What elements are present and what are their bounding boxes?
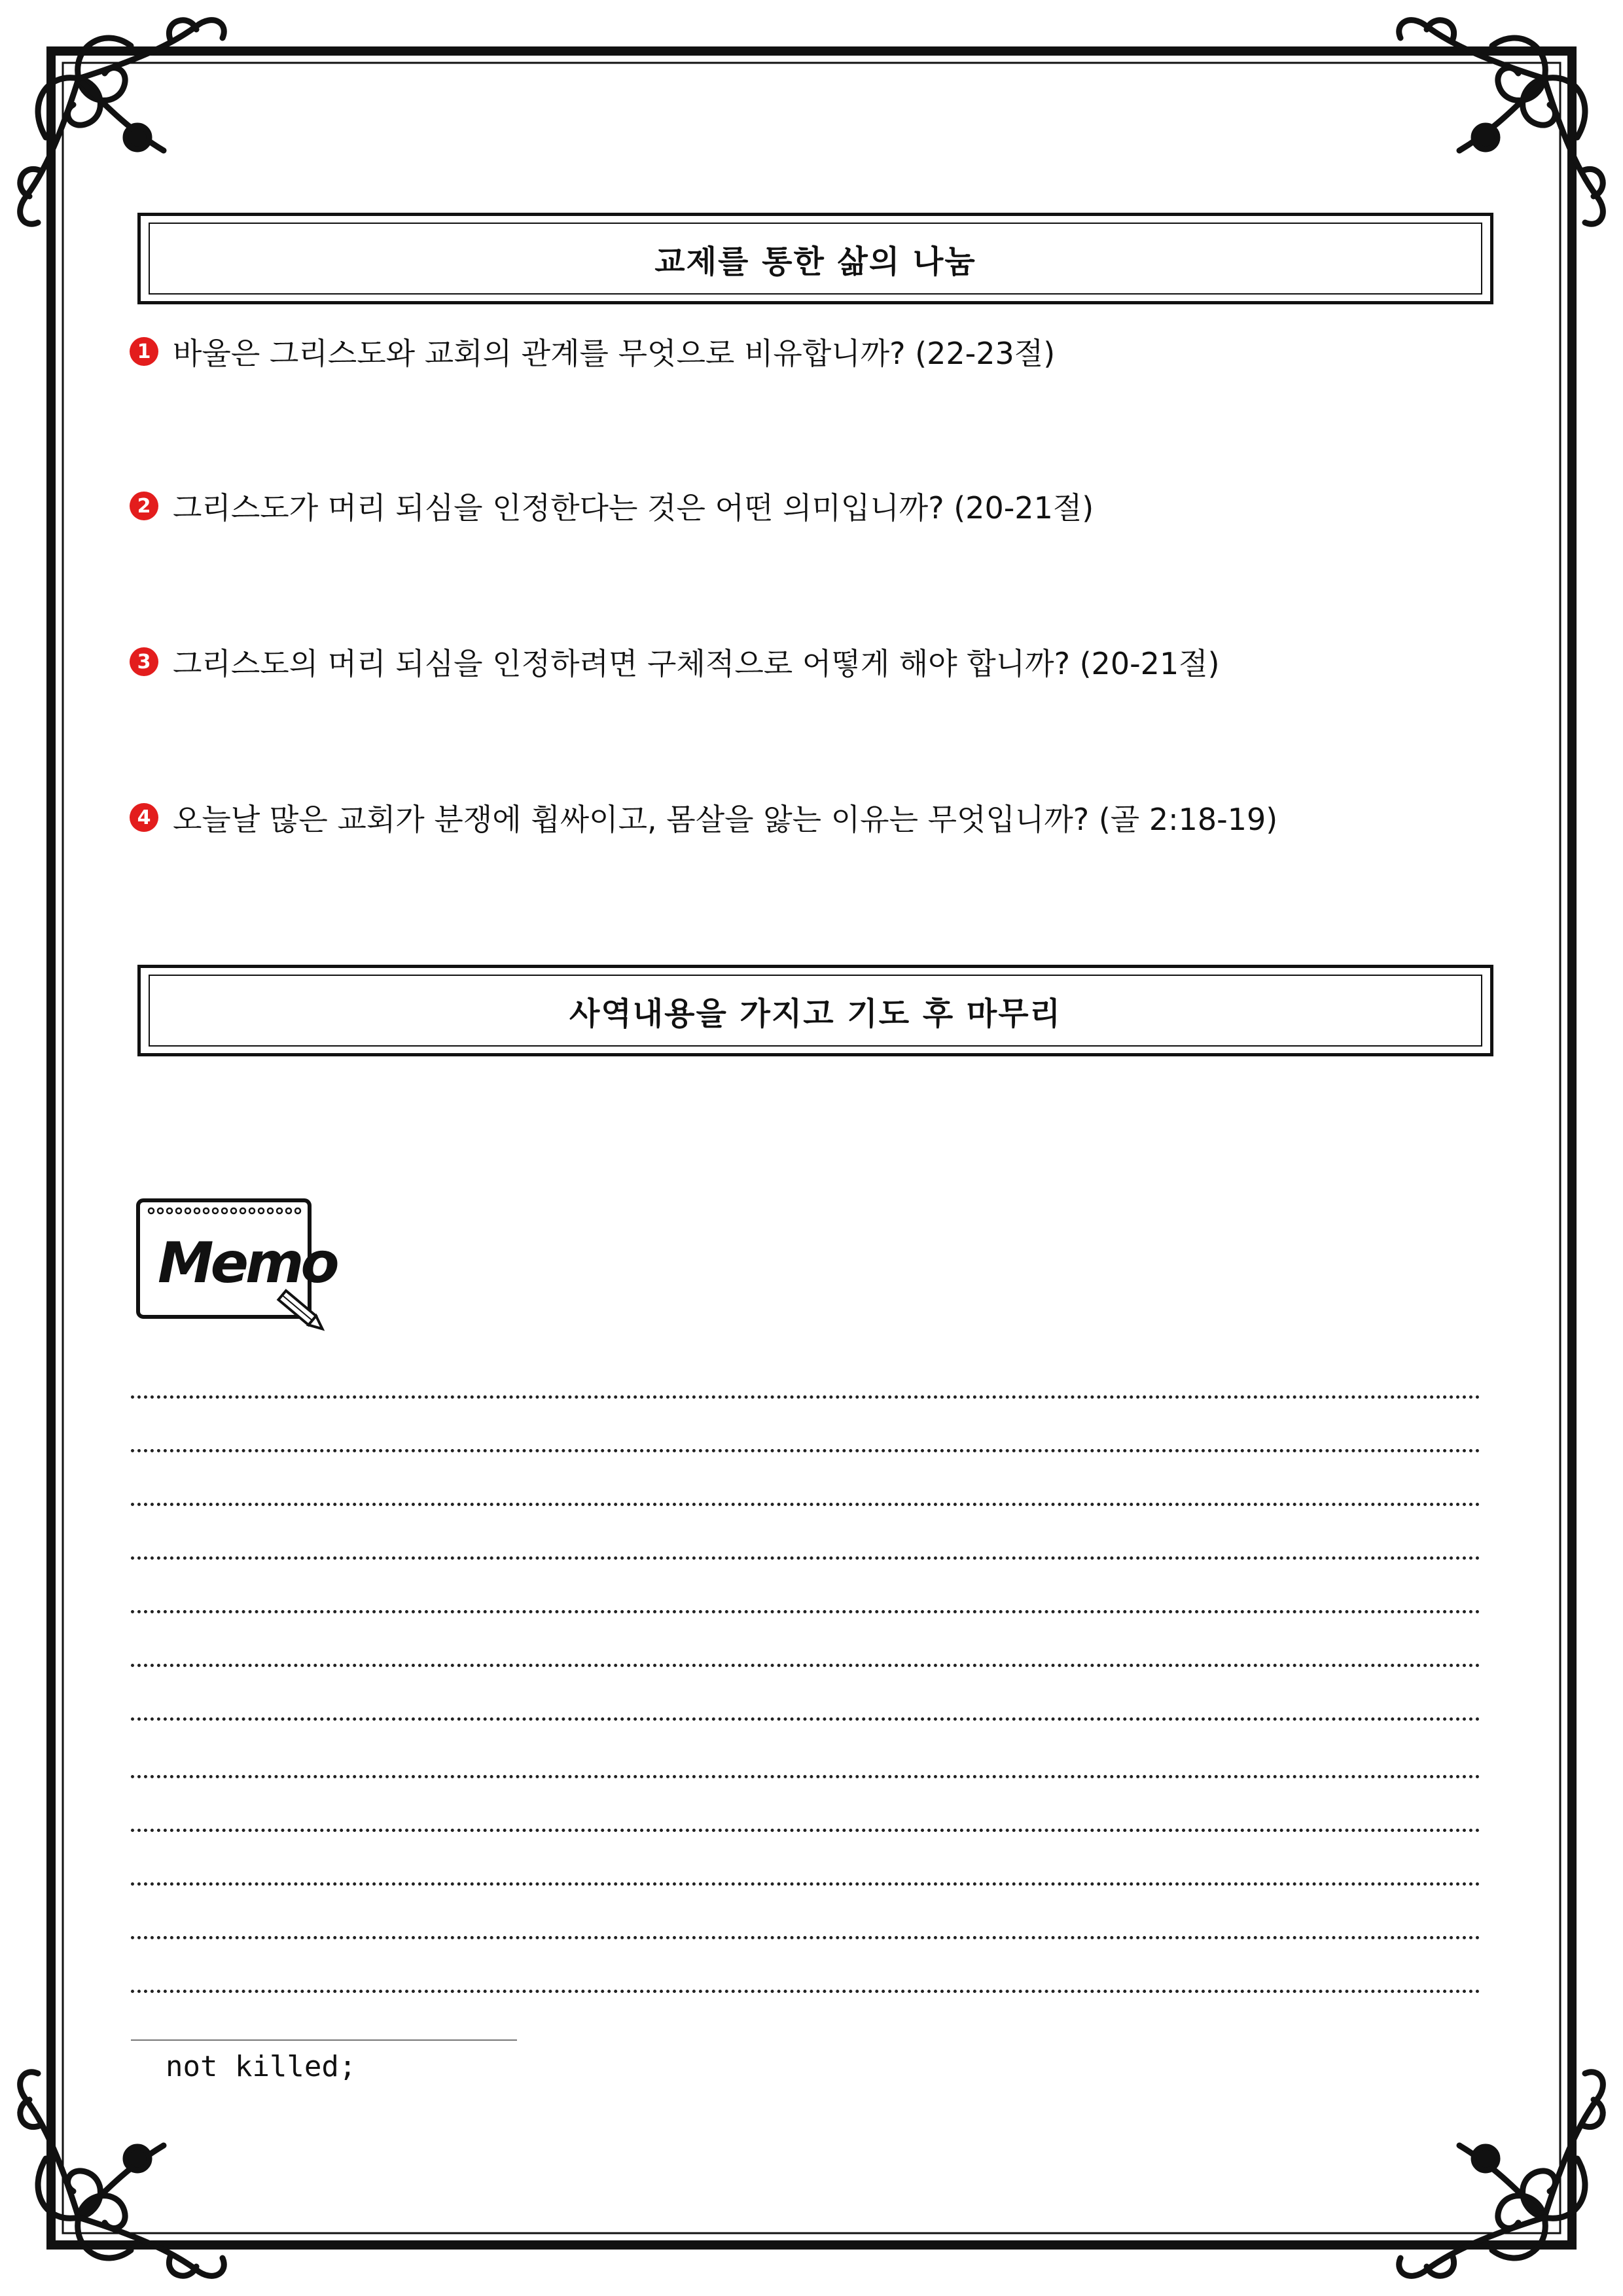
memo-writing-line <box>131 1395 1480 1399</box>
footnote-text: not killed; <box>166 2050 357 2083</box>
memo-writing-line <box>131 1717 1480 1721</box>
question-number-badge: 1 <box>130 337 158 366</box>
memo-writing-line <box>131 1556 1480 1560</box>
question-number-badge: 2 <box>130 492 158 520</box>
closing-section-title: 사역내용을 가지고 기도 후 마무리 <box>569 995 1061 1032</box>
memo-writing-line <box>131 1990 1480 1993</box>
memo-writing-line <box>131 1936 1480 1939</box>
closing-section-header <box>137 965 1493 1056</box>
memo-writing-line <box>131 1882 1480 1886</box>
question-item <box>130 641 1491 683</box>
question-item <box>130 485 1491 527</box>
memo-label: Memo <box>158 1230 336 1296</box>
question-text: 바울은 그리스도와 교회의 관계를 무엇으로 비유합니까? (22-23절) <box>173 336 1056 371</box>
question-item <box>130 797 1491 838</box>
question-text: 그리스도의 머리 되심을 인정하려면 구체적으로 어떻게 해야 합니까? (20-21절) <box>173 646 1220 681</box>
footnote-divider <box>131 2039 517 2041</box>
memo-writing-line <box>131 1775 1480 1778</box>
question-item <box>130 331 1491 372</box>
memo-writing-line <box>131 1829 1480 1832</box>
question-number-badge: 4 <box>130 803 158 832</box>
memo-writing-line <box>131 1449 1480 1452</box>
question-text: 그리스도가 머리 되심을 인정한다는 것은 어떤 의미입니까? (20-21절) <box>173 490 1094 526</box>
memo-writing-line <box>131 1503 1480 1506</box>
memo-writing-line <box>131 1664 1480 1667</box>
question-number-badge: 3 <box>130 647 158 676</box>
memo-writing-line <box>131 1610 1480 1613</box>
sharing-section-title: 교제를 통한 삶의 나눔 <box>654 243 976 280</box>
sharing-section-header <box>137 213 1493 304</box>
memo-note-graphic <box>134 1193 336 1343</box>
question-text: 오늘날 많은 교회가 분쟁에 휩싸이고, 몸살을 앓는 이유는 무엇입니까? (골 2:18-19) <box>173 802 1278 837</box>
